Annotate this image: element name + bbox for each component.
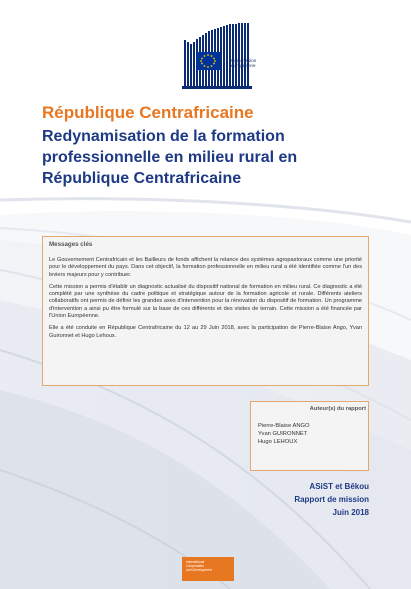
author-name: Pierre-Blaise ANGO bbox=[258, 423, 310, 429]
key-message-paragraph: Elle a été conduite en République Centrafricaine du 12 au 29 Juin 2018, avec la participation de Pierre-Blaise Ango, Yvan Guironnet et Hugo Lehoux. bbox=[49, 325, 362, 339]
mission-info bbox=[294, 480, 369, 519]
authors-heading: Auteur(s) du rapport bbox=[309, 406, 366, 412]
author-name: Hugo LEHOUX bbox=[258, 439, 298, 445]
mission-date: Juin 2018 bbox=[332, 508, 369, 517]
eu-commission-label bbox=[231, 58, 291, 69]
key-message-paragraph: Le Gouvernement Centrafricain et les Bailleurs de fonds affichent la relance des systèmes agropastoraux comme une priorité pour le développement du pays. Dans cet objectif, la formation professionnelle en milieu rural a été identifiée comme l'un des leviers majeurs pour y contribuer. bbox=[49, 257, 362, 278]
dg-devco-badge bbox=[182, 557, 234, 581]
mission-type: Rapport de mission bbox=[294, 495, 369, 504]
author-name: Yvan GUIRONNET bbox=[258, 431, 308, 437]
authors-list bbox=[258, 422, 310, 446]
authors-box bbox=[250, 401, 369, 471]
eu-commission-logo bbox=[182, 22, 252, 92]
dg-devco-label: International Cooperation and Development bbox=[186, 560, 212, 573]
report-title: Redynamisation de la formation professionnelle en milieu rural en République Centrafricaine bbox=[42, 128, 298, 187]
key-message-paragraph: Cette mission a permis d'établir un diagnostic actualisé du dispositif national de formation en milieu rural. Ce diagnostic a été complété par une synthèse du cadre politique et stratégique autour de la formation agricole et rurale. Différents ateliers collaboratifs ont permis de définir les grandes axes d'intervention pour la rénovation du dispositif de formation. Un programme d'intervention a ainsi pu être formulé sur la base de ces différents et des visites de terrain. Cette mission a été financée par l'Union Européenne. bbox=[49, 283, 362, 320]
country-heading: République Centrafricaine bbox=[42, 103, 254, 122]
key-messages-box bbox=[42, 236, 369, 386]
logo-label-text: Commission européenne bbox=[231, 58, 257, 69]
key-messages-heading: Messages clés bbox=[49, 241, 93, 248]
mission-org: ASiST et Bêkou bbox=[309, 482, 369, 491]
